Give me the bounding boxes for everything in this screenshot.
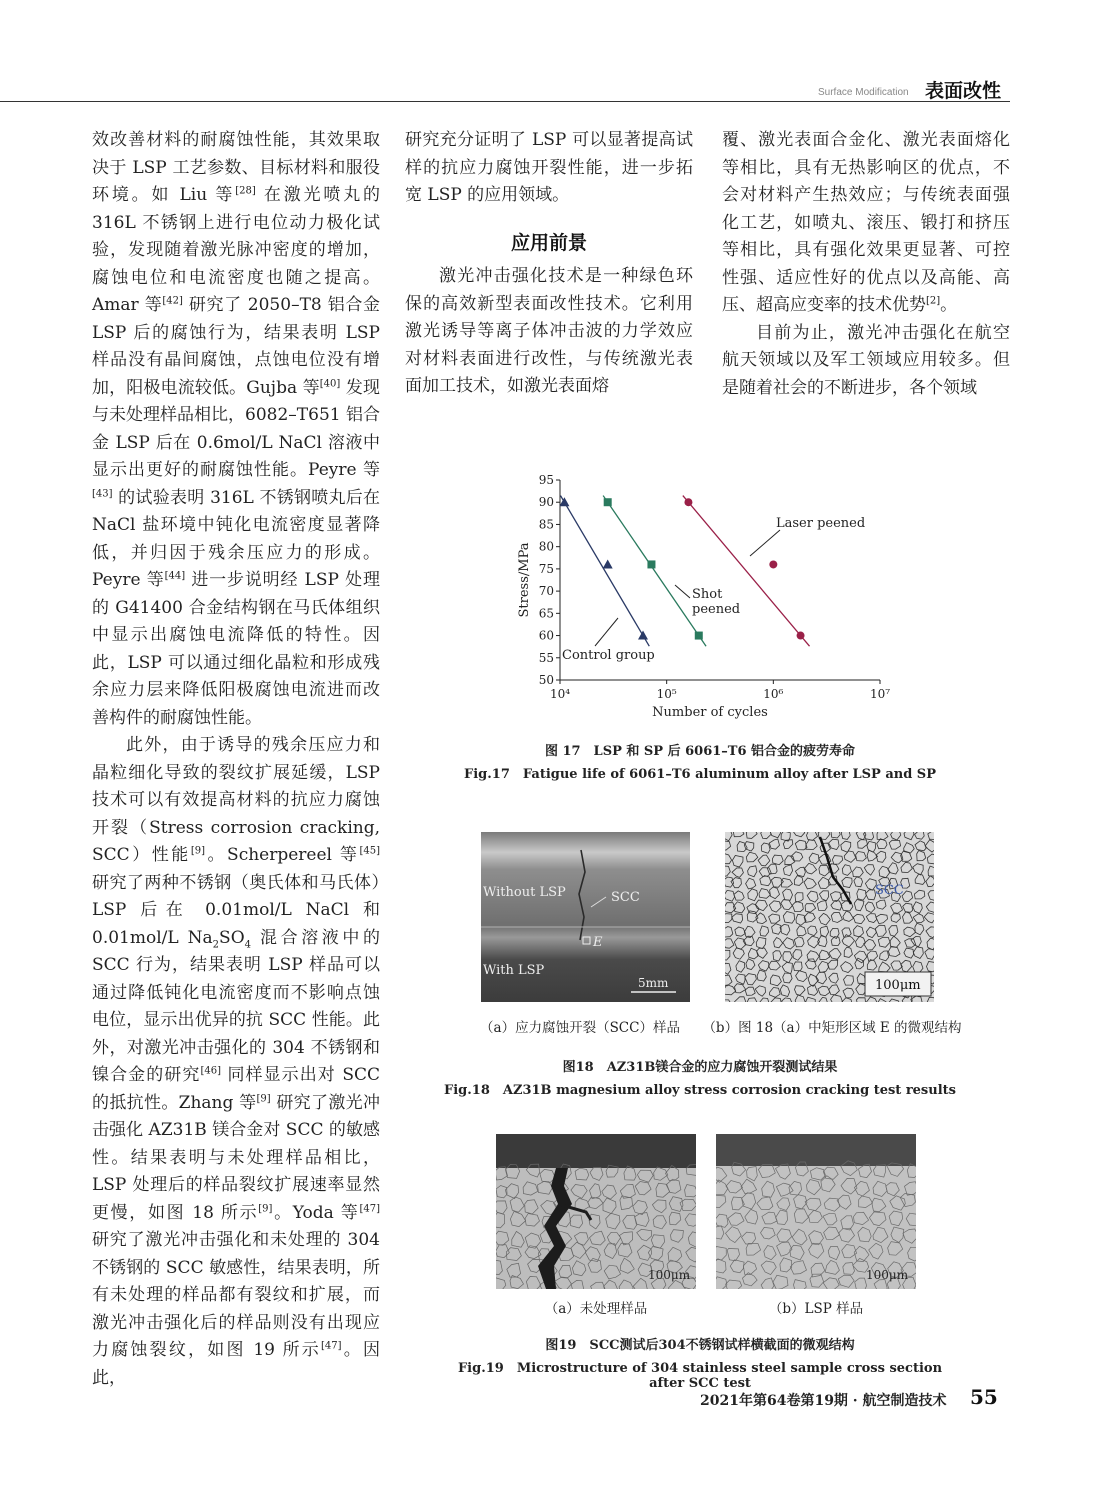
x-tick-label: 10⁶ [763,687,784,701]
fig18a-scale: 5mm [638,976,669,990]
fig18-caption-en: Fig.18 AZ31B magnesium alloy stress corrosion cracking test results [444,1083,956,1098]
annotation-shot-leader [675,585,690,598]
y-tick-label: 60 [538,628,554,643]
fig17-caption-zh: 图 17 LSP 和 SP 后 6061–T6 铝合金的疲劳寿命 [544,744,856,759]
fig18-subcaption-b: （b）图 18（a）中矩形区域 E 的微观结构 [702,1020,962,1036]
footer-journal: 2021年第64卷第19期 · 航空制造技术 [700,1393,947,1409]
header-chinese: 表面改性 [925,80,1002,102]
data-point-square [647,560,655,568]
fig18-subcaption-a: （a）应力腐蚀开裂（SCC）样品 [480,1020,680,1036]
fig18b-image [725,832,934,1002]
column-2 [405,127,693,401]
col1-paragraph-2: 此外，由于诱导的残余压应力和晶粒细化导致的裂纹扩展延缓，LSP 技术可以有效提高材料的抗应力腐蚀开裂（Stress corrosion cracking, SCC）性能[9]。Scherpereel 等[45] 研究了两种不锈钢（奥氏体和马氏体）LSP 后在 0.01mol/L NaCl 和 0.01mol/L $Na_2SO_4$ 混合溶液中的 SCC 行为，结果表明 LSP 样品可以通过降低钝化电流密度而不影响点蚀电位，显示出优异的抗 SCC 性能。此外，对激光冲击强化的 304 不锈钢和镍合金的研究[46] 同样显示出对 SCC 的抵抗性。Zhang 等[9] 研究了激光冲击强化 AZ31B 镁合金对 SCC 的敏感性。结果表明与未处理样品相比，LSP 处理后的样品裂纹扩展速率显然更慢，如图 18 所示[9]。Yoda 等[47] 研究了激光冲击强化和未处理的 304 不锈钢的 SCC 敏感性，结果表明，所有未处理的样品都有裂纹和扩展，而激光冲击强化后的样品则没有出现应力腐蚀裂纹，如图 19 所示[47]。因此， [92,735,381,1388]
col2-paragraph-1: 研究充分证明了 LSP 可以显著提高试样的抗应力腐蚀开裂性能，进一步拓宽 LSP 的应用领域。 [405,130,693,205]
annotation-control-leader [595,618,618,646]
data-point-square [604,498,612,506]
column-1 [92,127,380,1392]
fig18a-label-scc: SCC [611,890,640,905]
col2-paragraph-2: 激光冲击强化技术是一种绿色环保的高效新型表面改性技术。它利用激光诱导等离子体冲击波的力学效应对材料表面进行改性，与传统激光表面加工技术，如激光表面熔 [405,266,693,396]
annotation-shot: Shot [692,587,723,602]
fig19a-image [496,1134,696,1289]
y-tick-label: 50 [538,673,554,687]
column-3 [722,127,1010,402]
section-title: 应用前景 [510,231,587,254]
series-line-square [603,496,706,647]
data-point-circle [797,632,805,640]
fig19a-scale: 100μm [648,1268,691,1282]
col1-paragraph-1: 效改善材料的耐腐蚀性能，其效果取决于 LSP 工艺参数、目标材料和服役环境。如 Liu 等[28] 在激光喷丸的 316L 不锈钢上进行电位动力极化试验，发现随着激光脉冲密度的增加，腐蚀电位和电流密度也随之提高。Amar 等[42] 研究了 2050–T8 铝合金 LSP 后的腐蚀行为，结果表明 LSP 样品没有晶间腐蚀，点蚀电位没有增加，阳极电流较低。Gujba 等[40] 发现与未处理样品相比，6082–T651 铝合金 LSP 后在 0.6mol/L NaCl 溶液中显示出更好的耐腐蚀性能。Peyre 等[43] 的试验表明 316L 不锈钢喷丸后在 NaCl 盐环境中钝化电流密度显著降低，并归因于残余压应力的形成。Peyre 等[44] 进一步说明经 LSP 处理的 G41400 合金结构钢在马氏体组织中显示出腐蚀电流降低的特性。因此，LSP 可以通过细化晶粒和形成残余应力层来降低阳极腐蚀电流进而改善构件的耐腐蚀性能。 [92,130,381,728]
series-line-triangle [560,496,649,647]
y-tick-label: 55 [538,650,554,665]
y-tick-label: 85 [538,517,554,532]
fig19-subcaption-a: （a）未处理样品 [544,1301,648,1317]
fig19b-image [716,1134,916,1289]
annotation-control: Control group [562,648,655,663]
y-axis-title: Stress/MPa [517,542,532,618]
x-axis-title: Number of cycles [652,705,768,720]
data-point-triangle [603,559,613,568]
fig18a-label-with: With LSP [483,963,545,978]
data-point-circle [769,560,777,568]
fig19-subcaption-b: （b）LSP 样品 [768,1301,864,1317]
header-rule [0,101,1010,102]
data-point-circle [684,498,692,506]
header-english: Surface Modification [818,87,909,98]
annotation-peened: peened [692,602,741,617]
fig18b-label-scc: SCC [875,883,904,898]
data-point-triangle [559,497,569,506]
fatigue-chart [510,470,900,720]
fig18a-image [481,832,690,1002]
x-tick-label: 10⁵ [656,687,677,701]
y-tick-label: 90 [538,495,554,510]
fig17-caption-en: Fig.17 Fatigue life of 6061–T6 aluminum alloy after LSP and SP [464,767,936,782]
data-point-square [695,632,703,640]
page-number: 55 [970,1385,998,1409]
annotation-laser: Laser peened [776,516,866,531]
y-tick-label: 70 [538,584,554,599]
data-point-triangle [638,631,648,640]
fig18-caption-zh: 图18 AZ31B镁合金的应力腐蚀开裂测试结果 [562,1060,838,1075]
col3-paragraph-2: 目前为止，激光冲击强化在航空航天领域以及军工领域应用较多。但是随着社会的不断进步，各个领域 [722,322,1010,398]
fig19-caption-zh: 图19 SCC测试后304不锈钢试样横截面的微观结构 [545,1338,855,1353]
x-tick-label: 10⁷ [869,687,891,701]
y-tick-label: 65 [538,606,554,621]
fig18a-label-without: Without LSP [483,885,566,900]
fig19-caption-en: Fig.19 Microstructure of 304 stainless steel sample cross section after SCC test [457,1361,943,1391]
col3-paragraph-1: 覆、激光表面合金化、激光表面熔化等相比，具有无热影响区的优点，不会对材料产生热效应；与传统表面强化工艺，如喷丸、滚压、锻打和挤压等相比，具有强化效果更显著、可控性强、适应性好的优点以及高能、高压、超高应变率的技术优势[2]。 [722,130,1010,315]
y-tick-label: 80 [538,539,554,554]
fig18b-scale: 100μm [875,978,921,993]
x-tick-label: 10⁴ [549,687,571,701]
y-tick-label: 95 [538,473,554,487]
fig19b-scale: 100μm [866,1268,909,1282]
annotation-laser-leader [750,530,780,556]
fig18a-label-e: E [593,935,603,950]
y-tick-label: 75 [538,561,554,576]
